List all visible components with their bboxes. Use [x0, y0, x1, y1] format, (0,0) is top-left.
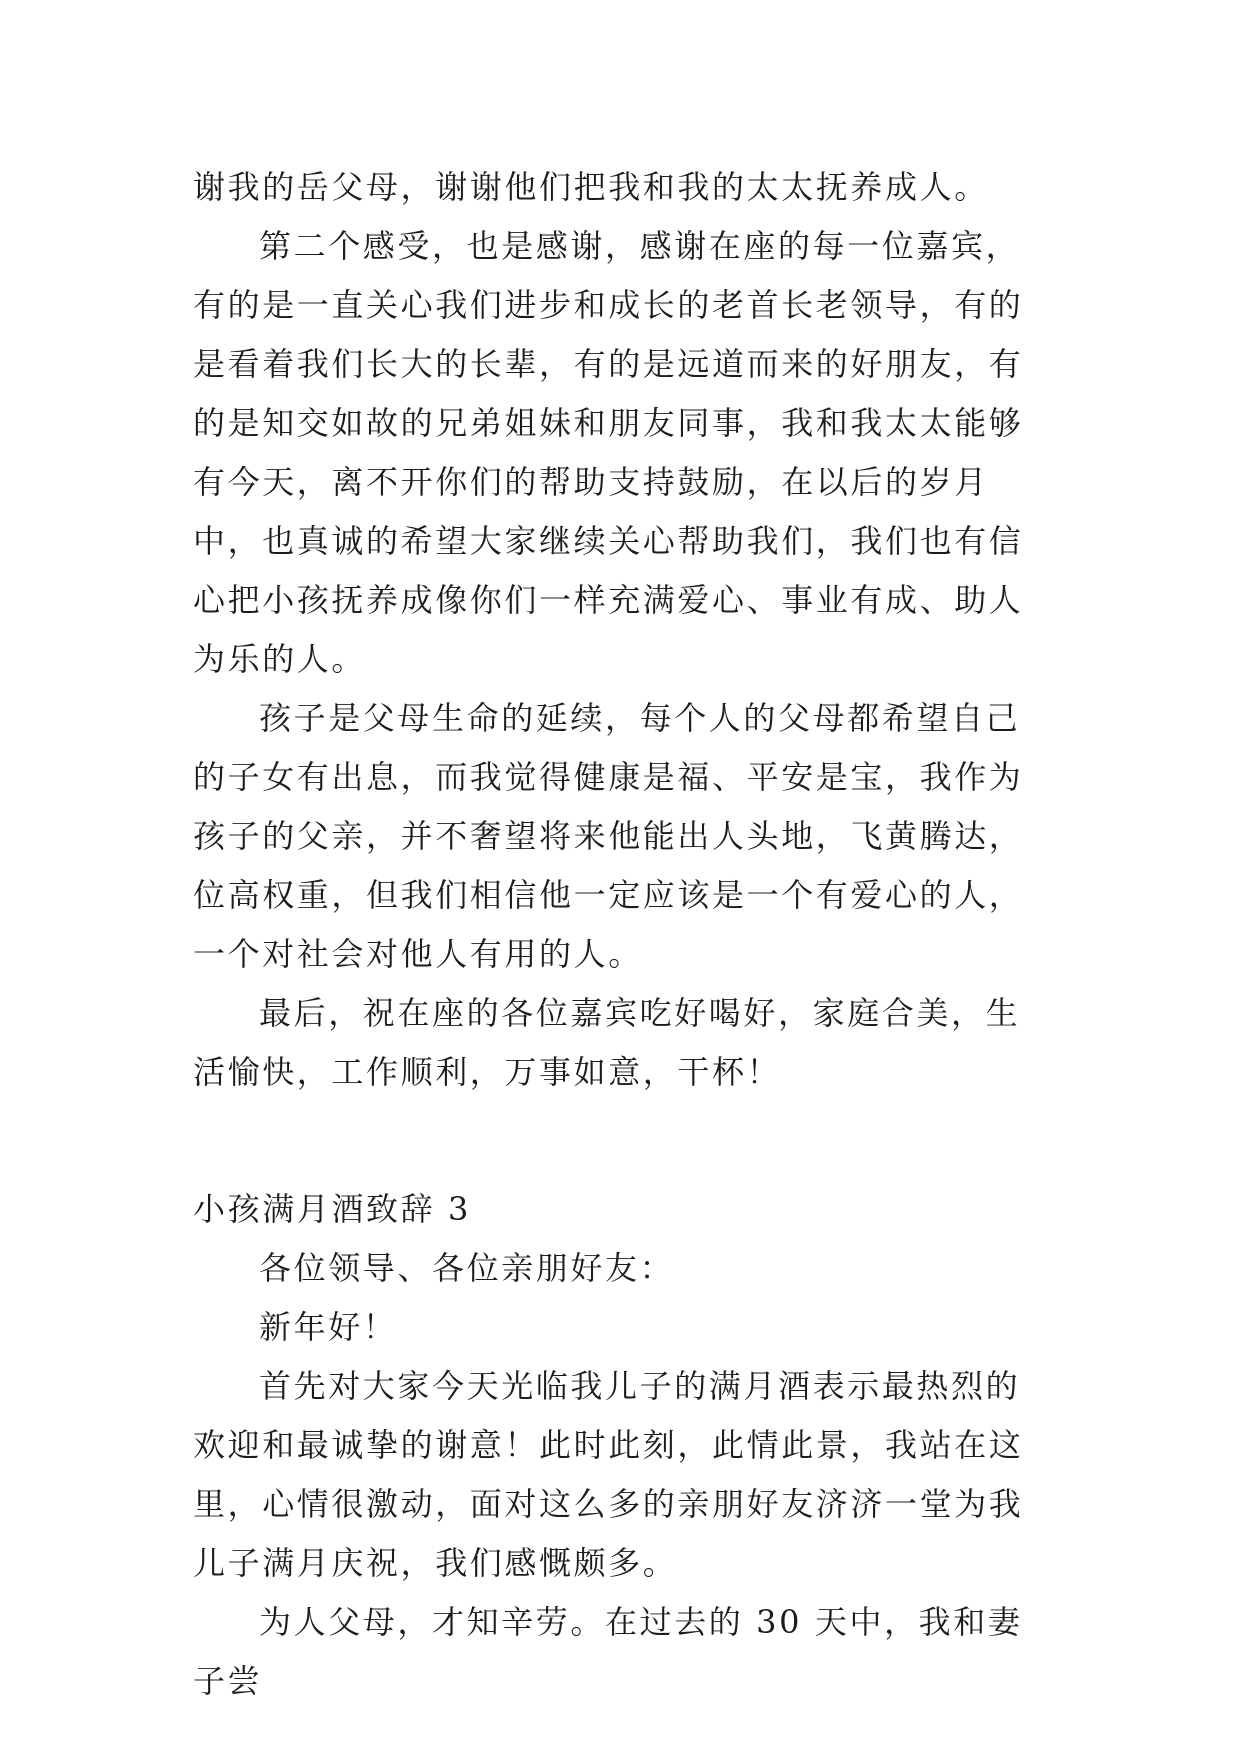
paragraph-salutation: 各位领导、各位亲朋好友：	[259, 1249, 675, 1287]
paragraph-welcome: 首先对大家今天光临我儿子的满月酒表示最热烈的欢迎和最诚挚的谢意！此时此刻，此情此景，我站在这里，心情很激动，面对这么多的亲朋好友济济一堂为我儿子满月庆祝，我们感慨颇多。	[193, 1367, 1024, 1582]
paragraph-second-feeling: 第二个感受，也是感谢，感谢在座的每一位嘉宾，有的是一直关心我们进步和成长的老首长老领导，有的是看着我们长大的长辈，有的是远道而来的好朋友，有的是知交如故的兄弟姐妹和朋友同事，我和我太太能够有今天，离不开你们的帮助支持鼓励，在以后的岁月中，也真诚的希望大家继续关心帮助我们，我们也有信心把小孩抚养成像你们一样充满爱心、事业有成、助人为乐的人。	[193, 227, 1024, 678]
paragraph-greeting: 新年好！	[259, 1308, 398, 1346]
paragraph-continuation: 谢我的岳父母，谢谢他们把我和我的太太抚养成人。	[193, 168, 989, 206]
paragraph-child-wishes: 孩子是父母生命的延续，每个人的父母都希望自己的子女有出息，而我觉得健康是福、平安是宝，我作为孩子的父亲，并不奢望将来他能出人头地，飞黄腾达，位高权重，但我们相信他一定应该是一个有爱心的人，一个对社会对他人有用的人。	[193, 699, 1024, 973]
section-title: 小孩满月酒致辞 3	[193, 1190, 471, 1228]
paragraph-toast: 最后，祝在座的各位嘉宾吃好喝好，家庭合美，生活愉快，工作顺利，万事如意，干杯！	[193, 994, 1021, 1091]
paragraph-parenting: 为人父母，才知辛劳。在过去的 30 天中，我和妻子尝	[193, 1603, 1023, 1700]
document-body	[193, 158, 1053, 1711]
